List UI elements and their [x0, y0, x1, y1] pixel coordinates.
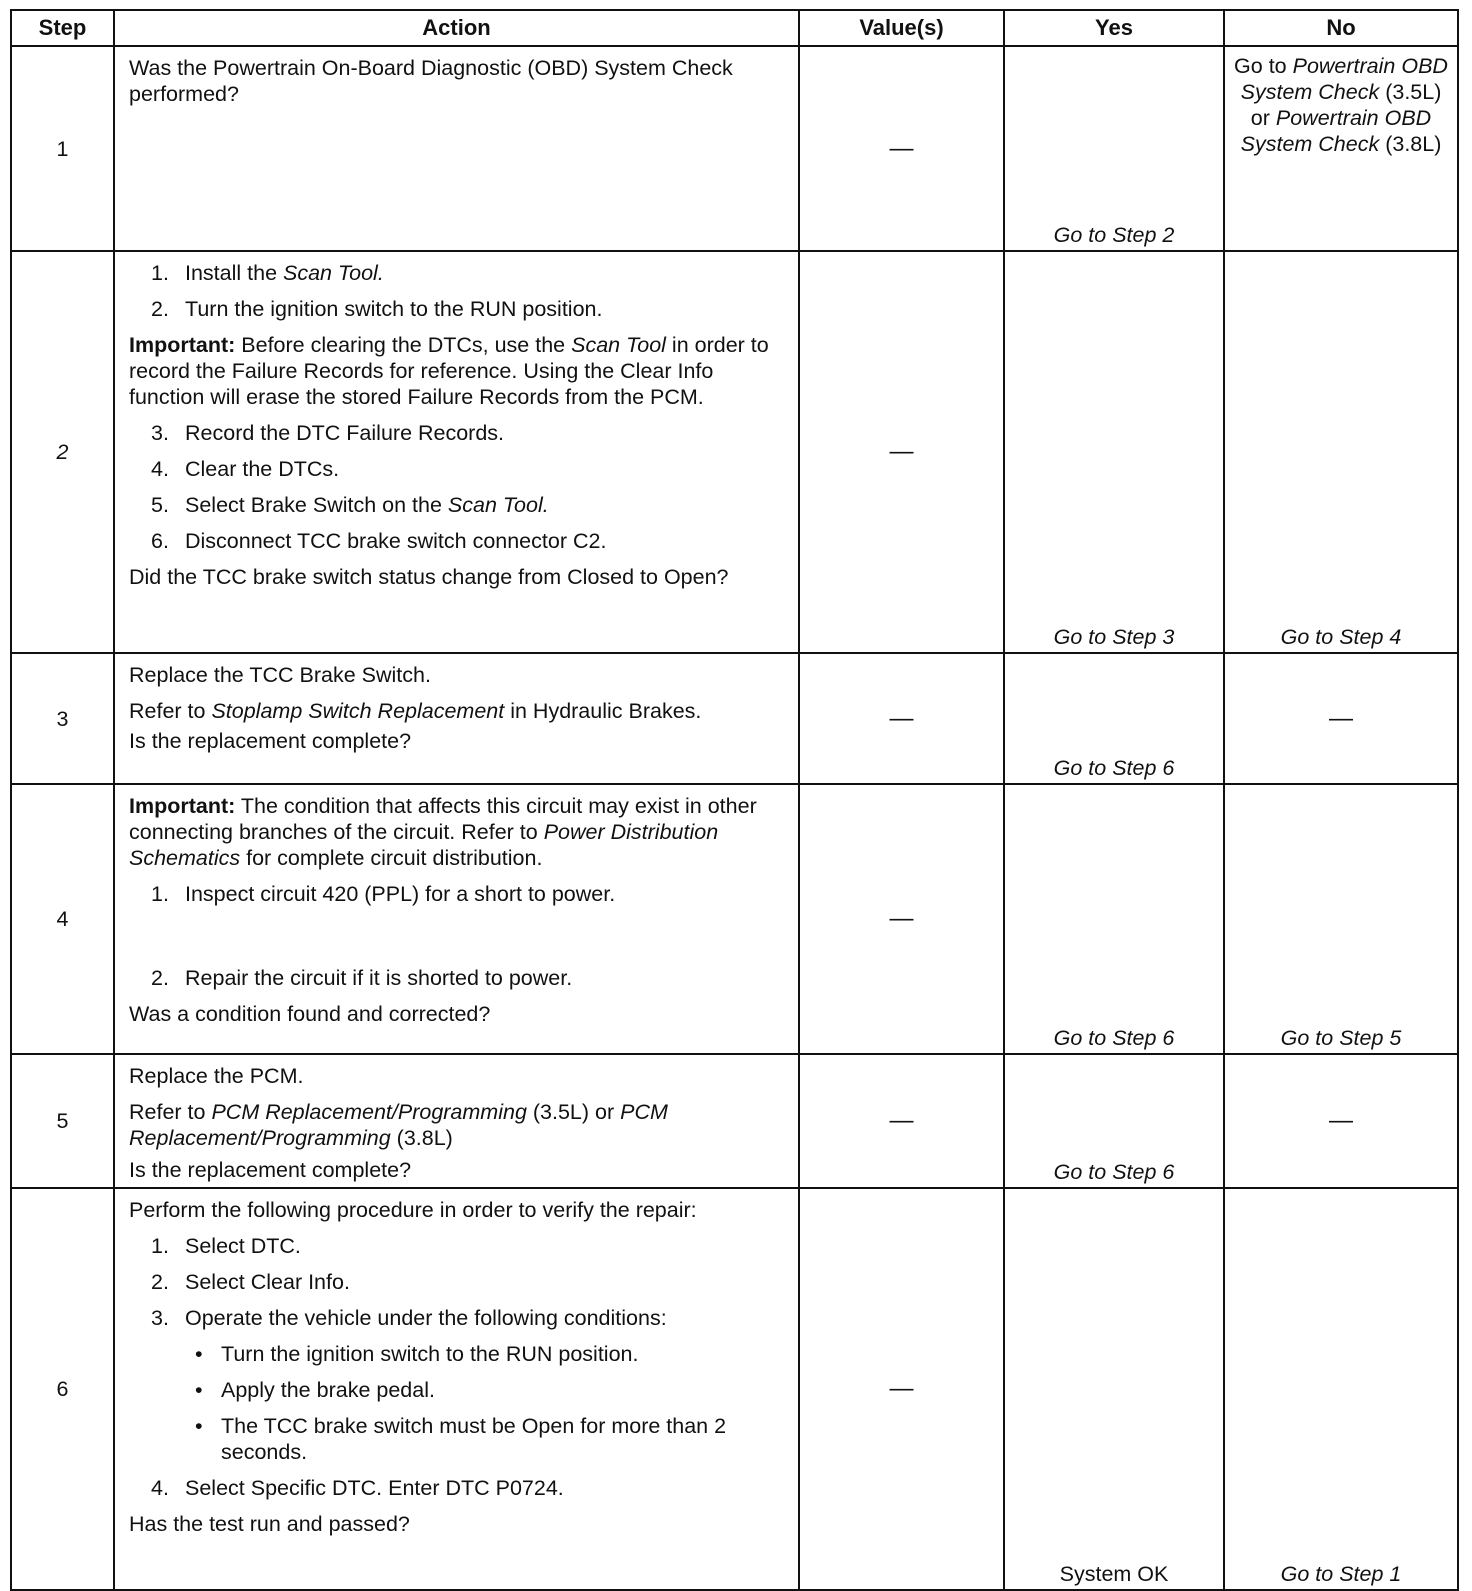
scan-tool-link[interactable]: Scan Tool. — [447, 493, 549, 517]
scan-tool-link[interactable]: Scan Tool — [571, 333, 666, 357]
list-item: 3. Operate the vehicle under the following conditions: — [151, 1306, 667, 1330]
no-cell — [1224, 1054, 1458, 1188]
table-row — [11, 46, 1458, 251]
header-yes: Yes — [1004, 10, 1224, 46]
no-link-38[interactable]: Powertrain OBD System Check — [1240, 106, 1432, 156]
action-line: Replace the TCC Brake Switch. — [129, 663, 431, 687]
bullet-item: • Turn the ignition switch to the RUN position. — [195, 1342, 639, 1366]
step-number: 1 — [11, 46, 114, 251]
yes-cell — [1004, 653, 1224, 784]
action-question: Was a condition found and corrected? — [129, 1002, 491, 1026]
no-cell — [1224, 251, 1458, 653]
action-cell — [114, 784, 799, 1054]
step-number: 4 — [11, 784, 114, 1054]
step-number: 3 — [11, 653, 114, 784]
power-distribution-link[interactable]: Power Distribution Schematics — [129, 820, 719, 870]
action-cell — [114, 1188, 799, 1590]
yes-link[interactable]: Go to Step 2 — [1053, 223, 1175, 247]
action-line: Replace the PCM. — [129, 1064, 304, 1088]
yes-cell — [1004, 1188, 1224, 1590]
reference-line: Refer to PCM Replacement/Programming (3.5L) or PCM Replacement/Programming (3.8L) — [129, 1100, 668, 1150]
list-item: 5. Select Brake Switch on the Scan Tool. — [151, 493, 549, 517]
yes-link[interactable]: Go to Step 6 — [1053, 1160, 1175, 1184]
no-prefix: Go to — [1234, 54, 1293, 78]
important-note: Important: The condition that affects this circuit may exist in other connecting branches of the circuit. Refer to Power Distribution Schematics for complete circuit distribution. — [129, 794, 757, 870]
step-number: 5 — [11, 1054, 114, 1188]
list-item: 2. Select Clear Info. — [151, 1270, 350, 1294]
action-cell — [114, 251, 799, 653]
header-action: Action — [114, 10, 799, 46]
yes-cell — [1004, 46, 1224, 251]
no-value: — — [1329, 704, 1353, 732]
no-cell — [1224, 653, 1458, 784]
important-note: Important: Before clearing the DTCs, use the Scan Tool in order to record the Failure Records for reference. Using the Clear Info function will erase the stored Failure Records from the PCM. — [129, 333, 769, 409]
header-row — [11, 10, 1458, 46]
table-row — [11, 653, 1458, 784]
no-cell — [1224, 46, 1458, 251]
yes-result: System OK — [1059, 1562, 1169, 1586]
pcm-replacement-link-38[interactable]: PCM Replacement/Programming — [129, 1100, 668, 1150]
list-item: 1. Inspect circuit 420 (PPL) for a short to power. — [151, 882, 616, 906]
diagnostic-table — [10, 9, 1459, 1591]
action-question: Has the test run and passed? — [129, 1512, 410, 1536]
bullet-item: • Apply the brake pedal. — [195, 1378, 435, 1402]
stoplamp-switch-link[interactable]: Stoplamp Switch Replacement — [211, 699, 505, 723]
yes-link[interactable]: Go to Step 6 — [1053, 1026, 1175, 1050]
value-cell: — — [799, 784, 1004, 1054]
table-row — [11, 1054, 1458, 1188]
list-item: 2. Repair the circuit if it is shorted to power. — [151, 966, 573, 990]
action-question: Is the replacement complete? — [129, 729, 412, 753]
value-cell: — — [799, 1054, 1004, 1188]
yes-cell — [1004, 784, 1224, 1054]
list-item: 1. Select DTC. — [151, 1234, 301, 1258]
table-row — [11, 1188, 1458, 1590]
list-item: 1. Install the Scan Tool. — [151, 261, 384, 285]
reference-line: Refer to Stoplamp Switch Replacement in Hydraulic Brakes. — [129, 699, 702, 723]
action-cell — [114, 1054, 799, 1188]
action-cell — [114, 653, 799, 784]
no-link[interactable]: Go to Step 1 — [1280, 1562, 1402, 1586]
list-item: 4. Clear the DTCs. — [151, 457, 340, 481]
list-item: 6. Disconnect TCC brake switch connector C2. — [151, 529, 607, 553]
value-cell: — — [799, 1188, 1004, 1590]
bullet-item: • The TCC brake switch must be Open for more than 2 seconds. — [195, 1414, 727, 1464]
scan-tool-link[interactable]: Scan Tool. — [283, 261, 384, 285]
header-no: No — [1224, 10, 1458, 46]
list-item: 2. Turn the ignition switch to the RUN position. — [151, 297, 603, 321]
no-link[interactable]: Go to Step 4 — [1280, 625, 1402, 649]
no-link-35[interactable]: Powertrain OBD System Check — [1240, 54, 1448, 104]
list-item: 4. Select Specific DTC. Enter DTC P0724. — [151, 1476, 564, 1500]
pcm-replacement-link-35[interactable]: PCM Replacement/Programming — [211, 1100, 527, 1124]
no-value: — — [1329, 1107, 1353, 1134]
yes-cell — [1004, 1054, 1224, 1188]
no-cell — [1224, 1188, 1458, 1590]
yes-cell — [1004, 251, 1224, 653]
header-values: Value(s) — [799, 10, 1004, 46]
no-cell — [1224, 784, 1458, 1054]
action-intro: Perform the following procedure in order to verify the repair: — [129, 1198, 697, 1222]
action-question: Was the Powertrain On-Board Diagnostic (OBD) System Check performed? — [129, 56, 733, 106]
no-suffix: (3.8L) — [1379, 132, 1442, 156]
action-question: Did the TCC brake switch status change from Closed to Open? — [129, 565, 729, 589]
yes-link[interactable]: Go to Step 3 — [1053, 625, 1175, 649]
step-number: 6 — [11, 1188, 114, 1590]
table-row — [11, 784, 1458, 1054]
table-row — [11, 251, 1458, 653]
value-cell: — — [799, 46, 1004, 251]
no-mid: (3.5L) or — [1250, 80, 1442, 130]
list-item: 3. Record the DTC Failure Records. — [151, 421, 505, 445]
action-question: Is the replacement complete? — [129, 1158, 412, 1182]
step-number: 2 — [11, 251, 114, 653]
yes-link[interactable]: Go to Step 6 — [1053, 756, 1175, 780]
action-cell — [114, 46, 799, 251]
value-cell: — — [799, 251, 1004, 653]
no-link[interactable]: Go to Step 5 — [1280, 1026, 1402, 1050]
header-step: Step — [11, 10, 114, 46]
value-cell: — — [799, 653, 1004, 784]
